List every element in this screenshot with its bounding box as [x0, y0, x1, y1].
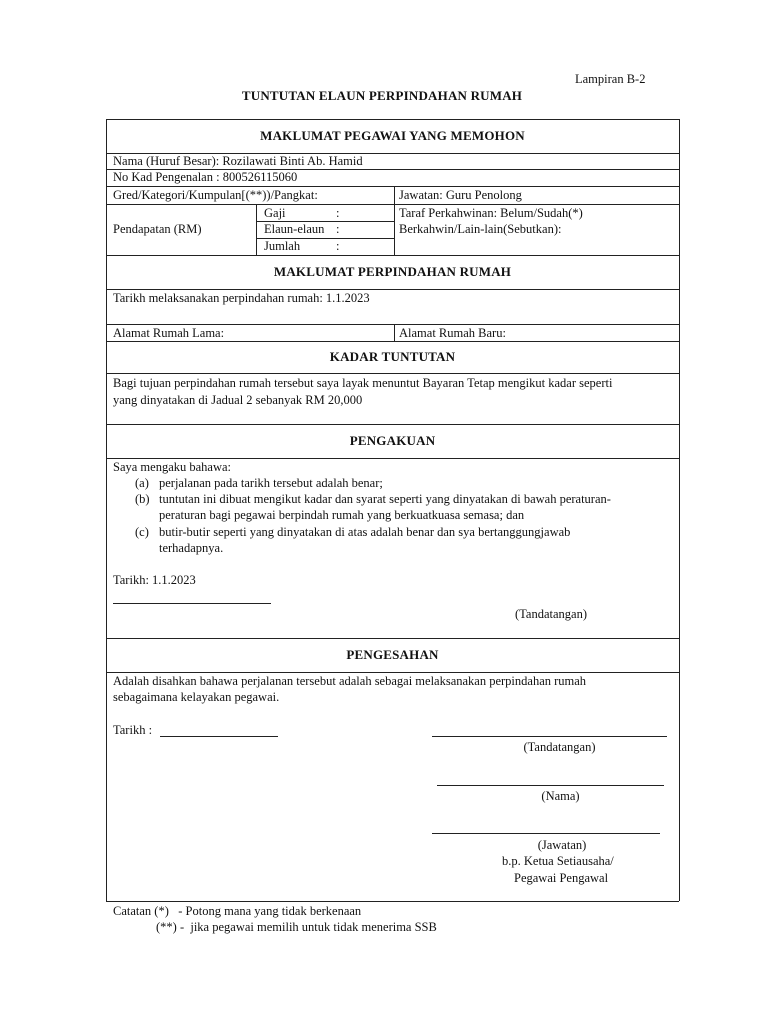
income-label: Pendapatan (RM)	[113, 222, 202, 236]
applicant-ic: No Kad Pengenalan : 800526115060	[113, 170, 298, 184]
income-allowance-colon: :	[336, 222, 340, 236]
table-border-left	[106, 119, 107, 901]
income-total-label: Jumlah	[264, 239, 301, 253]
column-divider	[394, 186, 395, 255]
verification-name-line[interactable]	[437, 785, 664, 786]
old-address-label: Alamat Rumah Lama:	[113, 326, 225, 340]
declaration-signature-line[interactable]	[113, 603, 271, 604]
table-border-bottom	[106, 901, 679, 902]
form-title-text: TUNTUTAN ELAUN PERPINDAHAN RUMAH	[241, 88, 523, 103]
declaration-item-c-marker: (c)	[135, 525, 149, 539]
declaration-item-a-marker: (a)	[135, 476, 149, 490]
declaration-signature-caption: (Tandatangan)	[515, 607, 588, 621]
declaration-date: Tarikh: 1.1.2023	[113, 573, 196, 587]
row-line	[106, 119, 679, 120]
income-allowance-label: Elaun-elaun	[264, 222, 325, 236]
claim-rate-line2: yang dinyatakan di Jadual 2 sebanyak RM 20,000	[113, 393, 363, 407]
verification-signature-line[interactable]	[432, 736, 667, 737]
income-salary-colon: :	[336, 206, 340, 220]
note-line1: Catatan (*) - Potong mana yang tidak berkenaan	[113, 904, 362, 918]
row-line	[106, 289, 679, 290]
section-heading-declaration: PENGAKUAN	[349, 433, 436, 448]
verification-name-caption: (Nama)	[541, 789, 580, 803]
new-address-label: Alamat Rumah Baru:	[399, 326, 506, 340]
column-divider	[394, 324, 395, 341]
verification-line1: Adalah disahkan bahawa perjalanan tersebut adalah sebagai melaksanakan perpindahan rumah	[113, 674, 587, 688]
income-total-colon: :	[336, 239, 340, 253]
applicant-name: Nama (Huruf Besar): Rozilawati Binti Ab. Hamid	[113, 154, 363, 168]
table-border-right	[679, 119, 680, 901]
row-line	[106, 672, 679, 673]
declaration-item-b-text-2: peraturan bagi pegawai berpindah rumah yang berkuatkuasa semasa; dan	[159, 508, 525, 522]
marital-status-line2: Berkahwin/Lain-lain(Sebutkan):	[399, 222, 562, 236]
note-line2: (**) - jika pegawai memilih untuk tidak menerima SSB	[156, 920, 437, 934]
declaration-item-c-text-2: terhadapnya.	[159, 541, 224, 555]
position-label: Jawatan: Guru Penolong	[399, 188, 522, 202]
row-line	[106, 458, 679, 459]
row-line	[106, 204, 679, 205]
column-divider	[256, 204, 257, 255]
row-line	[106, 255, 679, 256]
row-line	[106, 424, 679, 425]
section-heading-verification: PENGESAHAN	[346, 647, 439, 662]
verification-signature-caption: (Tandatangan)	[523, 740, 596, 754]
row-line	[106, 324, 679, 325]
section-heading-claim-rate: KADAR TUNTUTAN	[329, 349, 456, 364]
on-behalf-line2: Pegawai Pengawal	[514, 871, 609, 885]
section-heading-moving: MAKLUMAT PERPINDAHAN RUMAH	[273, 264, 512, 279]
verification-line2: sebagaimana kelayakan pegawai.	[113, 690, 280, 704]
appendix-label: Lampiran B-2	[575, 72, 646, 86]
row-line	[106, 638, 679, 639]
form-title	[0, 88, 768, 104]
row-line	[106, 373, 679, 374]
income-salary-label: Gaji	[264, 206, 286, 220]
declaration-item-b-marker: (b)	[135, 492, 150, 506]
declaration-intro: Saya mengaku bahawa:	[113, 460, 232, 474]
declaration-item-a-text: perjalanan pada tarikh tersebut adalah benar;	[159, 476, 383, 490]
on-behalf-line1: b.p. Ketua Setiausaha/	[502, 854, 614, 868]
row-line	[106, 186, 679, 187]
declaration-item-c-text-1: butir-butir seperti yang dinyatakan di atas adalah benar dan sya bertanggungjawab	[159, 525, 571, 539]
move-date: Tarikh melaksanakan perpindahan rumah: 1.1.2023	[113, 291, 370, 305]
verification-position-caption: (Jawatan)	[537, 838, 587, 852]
verification-date-line[interactable]	[160, 736, 278, 737]
claim-rate-line1: Bagi tujuan perpindahan rumah tersebut saya layak menuntut Bayaran Tetap mengikut kadar seperti	[113, 376, 613, 390]
marital-status-line1: Taraf Perkahwinan: Belum/Sudah(*)	[399, 206, 583, 220]
row-line	[106, 341, 679, 342]
verification-date-label: Tarikh :	[113, 723, 153, 737]
grade-label: Gred/Kategori/Kumpulan[(**))/Pangkat:	[113, 188, 318, 202]
section-heading-applicant: MAKLUMAT PEGAWAI YANG MEMOHON	[260, 128, 525, 143]
declaration-item-b-text-1: tuntutan ini dibuat mengikut kadar dan syarat seperti yang dinyatakan di bawah peraturan-	[159, 492, 611, 506]
verification-position-line[interactable]	[432, 833, 660, 834]
